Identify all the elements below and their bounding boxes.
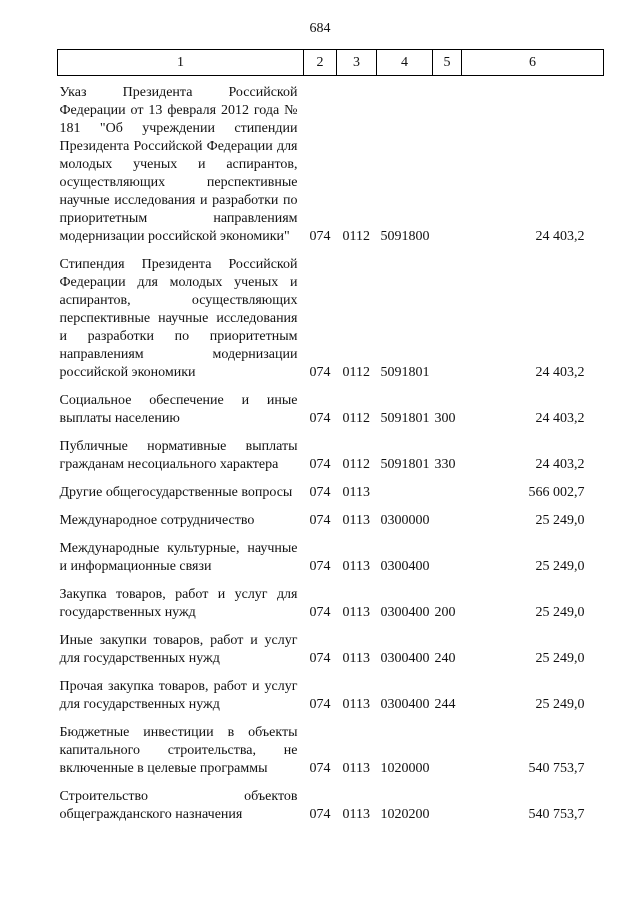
header-col-4: 4	[377, 50, 433, 76]
row-target-code	[377, 476, 433, 504]
table-row	[58, 384, 604, 430]
row-name: Бюджетные инвестиции в объекты капитального строительства, не включенные в целевые программы	[59, 725, 298, 776]
row-target-code: 0300000	[380, 513, 430, 528]
row-target-code: 5091800	[380, 229, 430, 244]
row-section-code: 0112	[342, 229, 370, 244]
row-name: Другие общегосударственные вопросы	[59, 485, 293, 500]
row-gov-code: 074	[309, 559, 331, 574]
row-expense-type	[433, 476, 462, 504]
row-section-code: 0112	[342, 365, 370, 380]
row-expense-type: 240	[434, 651, 456, 666]
row-expense-type	[433, 716, 462, 780]
row-gov-code: 074	[309, 229, 331, 244]
row-section-code: 0112	[342, 411, 370, 426]
row-gov-code: 074	[309, 761, 331, 776]
row-section-code: 0113	[342, 605, 370, 620]
header-col-3: 3	[337, 50, 377, 76]
row-target-code: 5091801	[380, 365, 430, 380]
table-row	[58, 532, 604, 578]
table-row	[58, 578, 604, 624]
row-expense-type: 300	[434, 411, 456, 426]
row-name: Указ Президента Российской Федерации от 13 февраля 2012 года № 181 "Об учреждении стипендии Президента Российской Федерации для молодых ученых и аспирантов, осуществляющих перспективные научные исследования и разработки по приоритетным направлениям модернизации российской экономики"	[59, 85, 298, 244]
row-name: Иные закупки товаров, работ и услуг для государственных нужд	[59, 633, 298, 666]
row-section-code: 0113	[342, 559, 370, 574]
table-row	[58, 780, 604, 826]
row-name: Закупка товаров, работ и услуг для государственных нужд	[59, 587, 298, 620]
row-section-code: 0113	[342, 485, 370, 500]
row-expense-type	[433, 76, 462, 249]
row-gov-code: 074	[309, 697, 331, 712]
row-section-code: 0113	[342, 697, 370, 712]
table-row	[58, 624, 604, 670]
row-name: Строительство объектов общегражданского назначения	[59, 789, 298, 822]
row-amount: 540 753,7	[528, 761, 585, 776]
row-gov-code: 074	[309, 605, 331, 620]
row-amount: 25 249,0	[535, 605, 585, 620]
row-target-code: 0300400	[380, 697, 430, 712]
header-col-6: 6	[462, 50, 604, 76]
row-section-code: 0113	[342, 651, 370, 666]
row-gov-code: 074	[309, 651, 331, 666]
row-section-code: 0113	[342, 513, 370, 528]
row-gov-code: 074	[309, 807, 331, 822]
page-number: 684	[309, 21, 331, 36]
row-name: Публичные нормативные выплаты гражданам несоциального характера	[59, 439, 298, 472]
header-col-1: 1	[58, 50, 304, 76]
row-gov-code: 074	[309, 513, 331, 528]
row-name: Стипендия Президента Российской Федерации для молодых ученых и аспирантов, осуществляющих перспективные научные исследования и разработки по приоритетным направлениям модернизации российской экономики	[59, 257, 298, 380]
header-col-2: 2	[304, 50, 337, 76]
row-target-code: 0300400	[380, 605, 430, 620]
row-target-code: 5091801	[380, 457, 430, 472]
row-gov-code: 074	[309, 365, 331, 380]
row-section-code: 0112	[342, 457, 370, 472]
row-amount: 566 002,7	[528, 485, 585, 500]
row-gov-code: 074	[309, 411, 331, 426]
row-amount: 24 403,2	[535, 411, 585, 426]
row-section-code: 0113	[342, 807, 370, 822]
row-amount: 540 753,7	[528, 807, 585, 822]
row-expense-type	[433, 780, 462, 826]
table-row	[58, 476, 604, 504]
row-name: Международные культурные, научные и информационные связи	[59, 541, 298, 574]
table-header-row	[58, 50, 604, 76]
row-expense-type	[433, 504, 462, 532]
row-expense-type	[433, 532, 462, 578]
table-row	[58, 248, 604, 384]
row-target-code: 1020200	[380, 807, 430, 822]
row-target-code: 0300400	[380, 651, 430, 666]
row-name: Прочая закупка товаров, работ и услуг для государственных нужд	[59, 679, 298, 712]
row-target-code: 0300400	[380, 559, 430, 574]
table-row	[58, 504, 604, 532]
table-row	[58, 716, 604, 780]
header-col-5: 5	[433, 50, 462, 76]
row-amount: 25 249,0	[535, 513, 585, 528]
row-amount: 24 403,2	[535, 229, 585, 244]
row-expense-type: 244	[434, 697, 456, 712]
row-section-code: 0113	[342, 761, 370, 776]
row-gov-code: 074	[309, 485, 331, 500]
budget-table	[57, 49, 604, 826]
table-body	[58, 76, 604, 827]
table-row	[58, 670, 604, 716]
table-row	[58, 430, 604, 476]
row-amount: 24 403,2	[535, 365, 585, 380]
row-gov-code: 074	[309, 457, 331, 472]
row-target-code: 1020000	[380, 761, 430, 776]
row-expense-type: 200	[434, 605, 456, 620]
row-amount: 25 249,0	[535, 697, 585, 712]
table-row	[58, 76, 604, 249]
row-name: Социальное обеспечение и иные выплаты населению	[59, 393, 298, 426]
row-amount: 24 403,2	[535, 457, 585, 472]
row-amount: 25 249,0	[535, 559, 585, 574]
row-target-code: 5091801	[380, 411, 430, 426]
row-name: Международное сотрудничество	[59, 513, 255, 528]
row-expense-type	[433, 248, 462, 384]
row-expense-type: 330	[434, 457, 456, 472]
row-amount: 25 249,0	[535, 651, 585, 666]
